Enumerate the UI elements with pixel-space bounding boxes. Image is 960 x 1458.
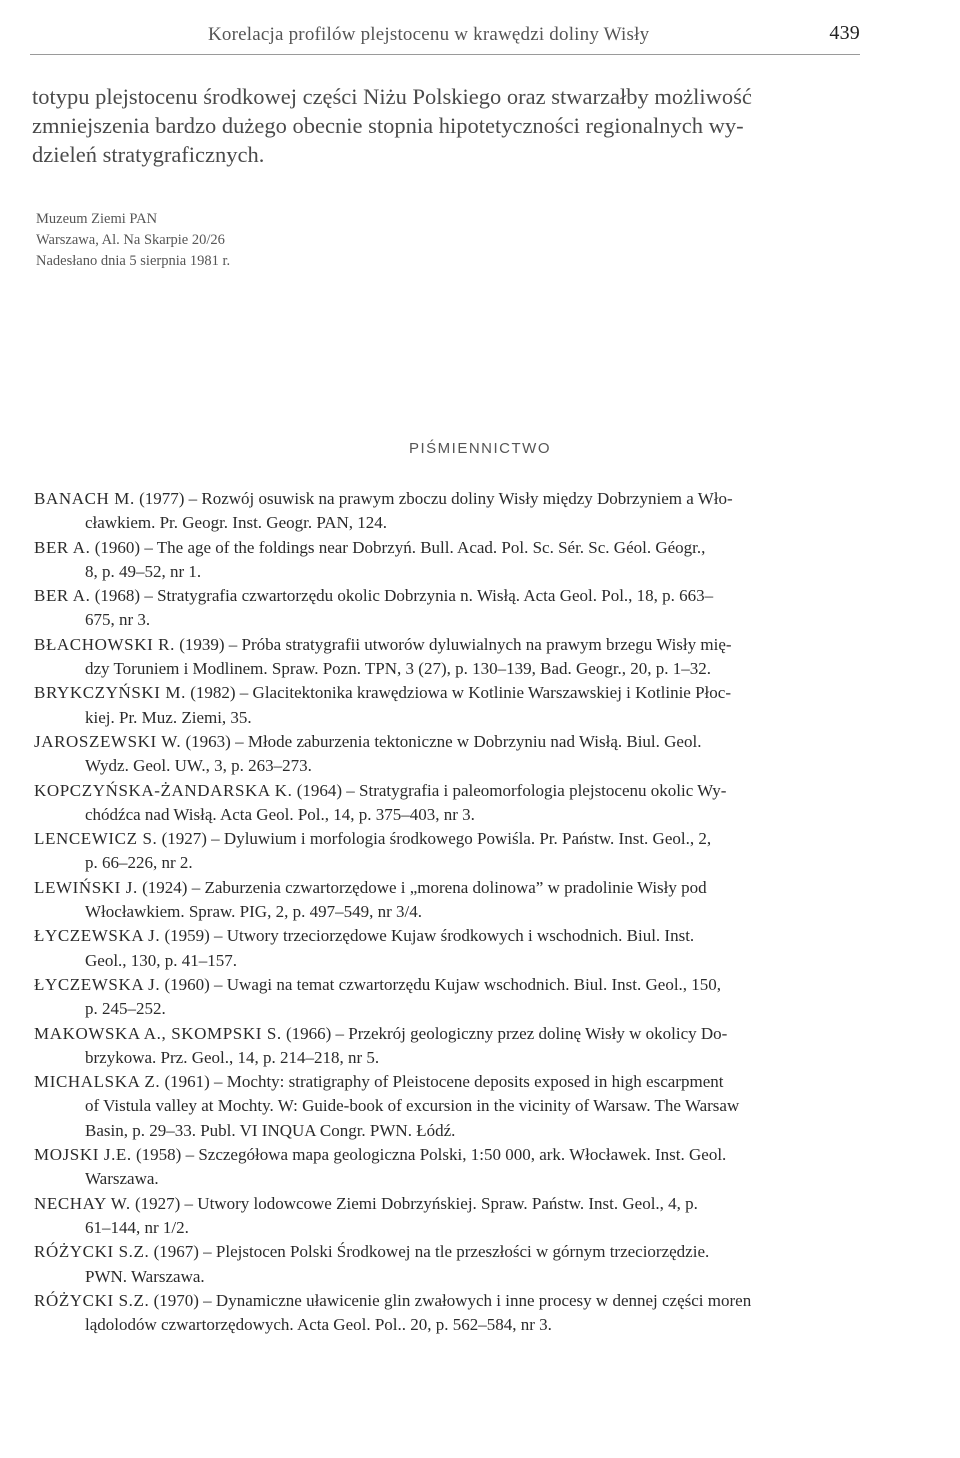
reference-text: (1970) – Dynamiczne uławicenie glin zwałowych i inne procesy w dennej części moren [153, 1290, 752, 1310]
reference-line [34, 633, 860, 657]
reference-author: MAKOWSKA A., SKOMPSKI S. [34, 1023, 282, 1043]
reference-entry [34, 633, 860, 682]
reference-entry [34, 876, 860, 925]
reference-author: RÓŻYCKI S.Z. [34, 1242, 150, 1262]
reference-author: ŁYCZEWSKA J. [34, 926, 161, 946]
reference-text: dzy Toruniem i Modlinem. Spraw. Pozn. TPN, 3 (27), p. 130–139, Bad. Geogr., 20, p. 1–32. [85, 659, 712, 679]
reference-text: (1924) – Zaburzenia czwartorzędowe i „morena dolinowa” w pradolinie Wisły pod [142, 877, 707, 897]
reference-line [34, 827, 860, 851]
reference-line [34, 1167, 860, 1191]
reference-line [34, 1289, 860, 1313]
reference-line [34, 997, 860, 1021]
reference-text: chódźca nad Wisłą. Acta Geol. Pol., 14, p. 375–403, nr 3. [85, 804, 475, 824]
reference-line [34, 657, 860, 681]
reference-author: BŁACHOWSKI R. [34, 634, 175, 654]
reference-text: 675, nr 3. [85, 610, 151, 630]
reference-author: LENCEWICZ S. [34, 829, 158, 849]
reference-line [34, 1094, 860, 1118]
reference-line [34, 900, 860, 924]
reference-entry [34, 924, 860, 973]
reference-text: p. 66–226, nr 2. [85, 853, 193, 873]
reference-text: (1964) – Stratygrafia i paleomorfologia plejstocenu okolic Wy- [296, 780, 727, 800]
reference-text: Geol., 130, p. 41–157. [85, 950, 238, 970]
reference-text: (1939) – Próba stratygrafii utworów dyluwialnych na prawym brzegu Wisły mię- [179, 634, 732, 654]
address-institution: Muzeum Ziemi PAN [36, 211, 158, 227]
reference-entry [34, 584, 860, 633]
reference-line [34, 487, 860, 511]
reference-entry [34, 827, 860, 876]
page-number: 439 [829, 22, 860, 44]
author-address [36, 209, 436, 272]
reference-line [34, 949, 860, 973]
reference-line [34, 1216, 860, 1240]
reference-line [34, 876, 860, 900]
reference-author: MOJSKI J.E. [34, 1145, 132, 1165]
reference-text: (1963) – Młode zaburzenia tektoniczne w Dobrzyniu nad Wisłą. Biul. Geol. [185, 731, 702, 751]
paragraph-line: dzieleń stratygraficznych. [32, 142, 265, 167]
reference-author: BANACH M. [34, 489, 135, 508]
reference-author: KOPCZYŃSKA-ŻANDARSKA K. [34, 780, 293, 800]
reference-text: (1961) – Mochty: stratigraphy of Pleistocene deposits exposed in high escarpment [164, 1072, 724, 1092]
reference-entry [34, 1289, 860, 1338]
reference-text: 61–144, nr 1/2. [85, 1217, 189, 1237]
reference-text: (1960) – The age of the foldings near Dobrzyń. Bull. Acad. Pol. Sc. Sér. Sc. Géol. Géogr., [94, 537, 706, 557]
reference-text: Włocławkiem. Spraw. PIG, 2, p. 497–549, nr 3/4. [85, 902, 422, 922]
reference-text: of Vistula valley at Mochty. W: Guide-book of excursion in the vicinity of Warsaw. The Warsaw [85, 1096, 740, 1116]
reference-entry [34, 779, 860, 828]
address-street: Warszawa, Al. Na Skarpie 20/26 [36, 232, 225, 248]
reference-entry [34, 973, 860, 1022]
reference-line [34, 584, 860, 608]
section-title: PIŚMIENNICTWO [409, 440, 551, 457]
reference-line [34, 1240, 860, 1264]
reference-text: p. 245–252. [85, 999, 166, 1019]
reference-line [34, 924, 860, 948]
reference-line [34, 681, 860, 705]
reference-author: BRYKCZYŃSKI M. [34, 683, 186, 703]
reference-entry [34, 1070, 860, 1143]
reference-author: LEWIŃSKI J. [34, 877, 138, 897]
reference-text: (1977) – Rozwój osuwisk na prawym zboczu doliny Wisły między Dobrzyniem a Wło- [139, 489, 733, 508]
reference-line [34, 608, 860, 632]
reference-entry [34, 1192, 860, 1241]
reference-line [34, 1143, 860, 1167]
reference-list [34, 487, 860, 1337]
reference-text: brzykowa. Prz. Geol., 14, p. 214–218, nr 5. [85, 1047, 380, 1067]
running-title: Korelacja profilów plejstocenu w krawędzi doliny Wisły [208, 24, 650, 45]
reference-entry [34, 681, 860, 730]
reference-line [34, 1265, 860, 1289]
reference-text: (1958) – Szczegółowa mapa geologiczna Polski, 1:50 000, ark. Włocławek. Inst. Geol. [136, 1145, 727, 1165]
reference-line [34, 1070, 860, 1094]
reference-author: MICHALSKA Z. [34, 1072, 161, 1092]
reference-text: (1927) – Utwory lodowcowe Ziemi Dobrzyńskiej. Spraw. Państw. Inst. Geol., 4, p. [134, 1193, 698, 1213]
reference-author: NECHAY W. [34, 1193, 131, 1213]
reference-text: (1959) – Utwory trzeciorzędowe Kujaw środkowych i wschodnich. Biul. Inst. [164, 926, 695, 946]
paragraph-line: zmniejszenia bardzo dużego obecnie stopnia hipotetyczności regionalnych wy- [32, 113, 744, 138]
reference-text: Warszawa. [85, 1169, 159, 1189]
reference-line [34, 511, 860, 535]
header-rule [30, 54, 860, 55]
reference-line [34, 1192, 860, 1216]
reference-text: PWN. Warszawa. [85, 1266, 205, 1286]
reference-text: (1966) – Przekrój geologiczny przez dolinę Wisły w okolicy Do- [285, 1023, 728, 1043]
reference-author: JAROSZEWSKI W. [34, 731, 182, 751]
reference-author: BER A. [34, 537, 91, 557]
reference-text: (1960) – Uwagi na temat czwartorzędu Kujaw wschodnich. Biul. Inst. Geol., 150, [164, 974, 722, 994]
reference-entry [34, 730, 860, 779]
reference-line [34, 851, 860, 875]
reference-entry [34, 1022, 860, 1071]
reference-line [34, 803, 860, 827]
reference-line [34, 730, 860, 754]
reference-entry [34, 487, 860, 536]
reference-text: lądolodów czwartorzędowych. Acta Geol. Pol.. 20, p. 562–584, nr 3. [85, 1315, 552, 1335]
reference-text: (1927) – Dyluwium i morfologia środkowego Powiśla. Pr. Państw. Inst. Geol., 2, [161, 829, 712, 849]
reference-text: Basin, p. 29–33. Publ. VI INQUA Congr. PWN. Łódź. [85, 1120, 456, 1140]
reference-text: Wydz. Geol. UW., 3, p. 263–273. [85, 756, 312, 776]
reference-line [34, 560, 860, 584]
reference-text: (1967) – Plejstocen Polski Środkowej na tle przeszłości w górnym trzeciorzędzie. [153, 1242, 710, 1262]
reference-author: RÓŻYCKI S.Z. [34, 1290, 150, 1310]
reference-line [34, 973, 860, 997]
reference-line [34, 536, 860, 560]
reference-text: cławkiem. Pr. Geogr. Inst. Geogr. PAN, 124. [85, 513, 388, 533]
reference-line [34, 754, 860, 778]
reference-line [34, 1022, 860, 1046]
reference-line [34, 1046, 860, 1070]
reference-line [34, 779, 860, 803]
received-date: Nadesłano dnia 5 sierpnia 1981 r. [36, 253, 231, 269]
reference-line [34, 1313, 860, 1337]
reference-line [34, 1119, 860, 1143]
reference-entry [34, 1143, 860, 1192]
reference-line [34, 706, 860, 730]
reference-text: kiej. Pr. Muz. Ziemi, 35. [85, 707, 252, 727]
reference-text: (1968) – Stratygrafia czwartorzędu okolic Dobrzynia n. Wisłą. Acta Geol. Pol., 18, p. 663– [94, 586, 714, 606]
paragraph-line: totypu plejstocenu środkowej części Niżu Polskiego oraz stwarzałby możliwość [32, 84, 752, 109]
reference-entry [34, 1240, 860, 1289]
reference-text: (1982) – Glacitektonika krawędziowa w Kotlinie Warszawskiej i Kotlinie Płoc- [190, 683, 731, 703]
reference-author: BER A. [34, 586, 91, 606]
reference-author: ŁYCZEWSKA J. [34, 974, 161, 994]
intro-paragraph [32, 82, 862, 169]
reference-entry [34, 536, 860, 585]
reference-text: 8, p. 49–52, nr 1. [85, 561, 202, 581]
